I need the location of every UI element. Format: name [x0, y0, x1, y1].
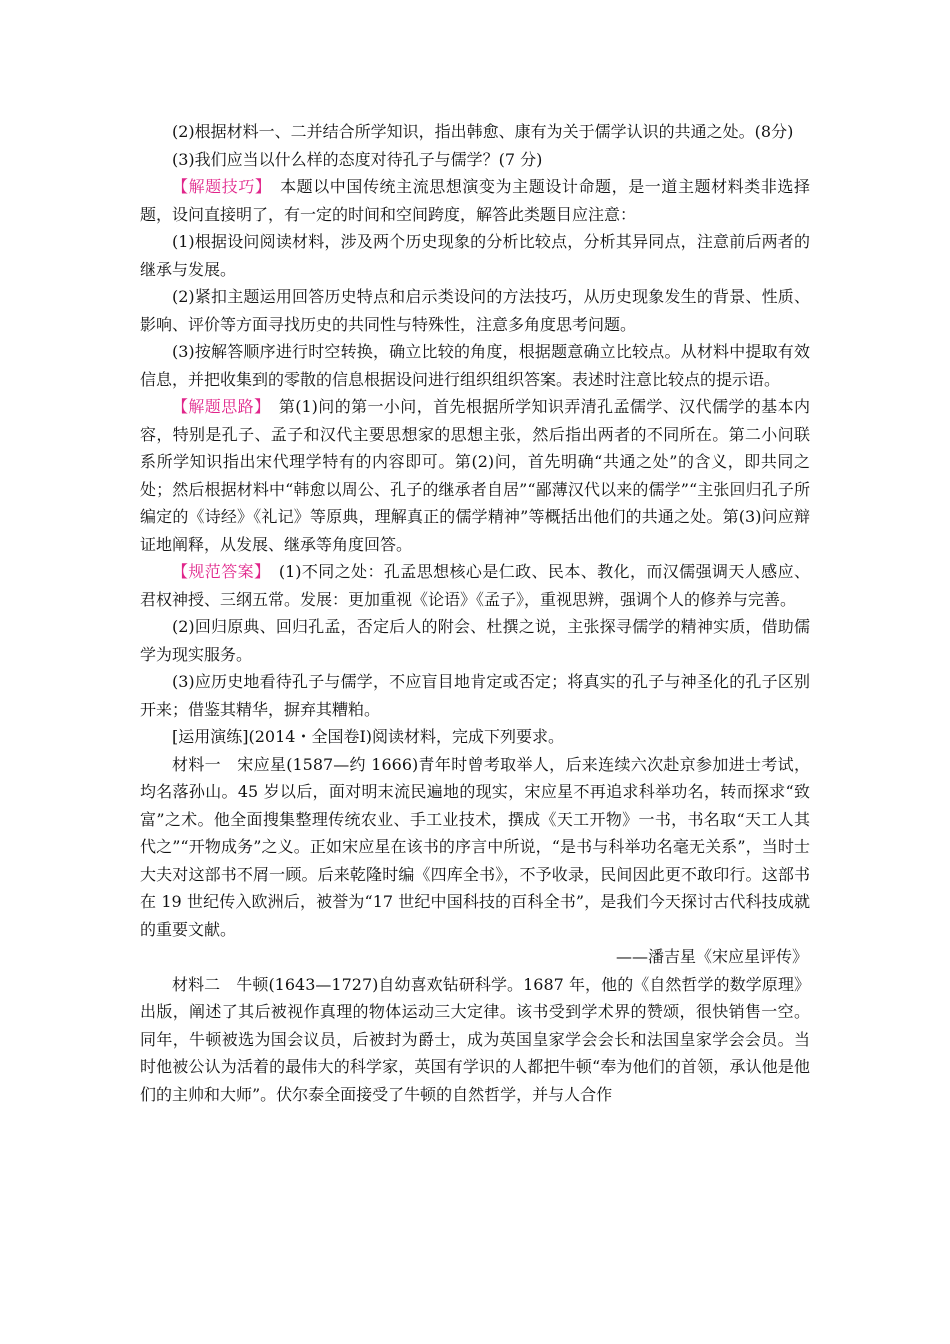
answer-item-2: (2)回归原典、回归孔孟，否定后人的附会、杜撰之说，主张探寻儒学的精神实质，借助儒学为现实服务。 [140, 617, 810, 664]
answer-tag: 【规范答案】 [172, 562, 263, 581]
approach-tag: 【解题思路】 [172, 397, 263, 416]
tips-item-3: (3)按解答顺序进行时空转换，确立比较的角度，根据题意确立比较点。从材料中提取有效信息，并把收集到的零散的信息根据设问进行组织组织答案。表述时注意比较点的提示语。 [140, 342, 810, 389]
question-3: (3)我们应当以什么样的态度对待孔子与儒学？(7 分) [172, 149, 543, 169]
answer-paragraph [140, 558, 810, 613]
tips-item-1: (1)根据设问阅读材料，涉及两个历史现象的分析比较点，分析其异同点，注意前后两者的继承与发展。 [140, 232, 810, 279]
answer-text: (1)不同之处：孔孟思想核心是仁政、民本、教化，而汉儒强调天人感应、君权神授、三纲五常。发展：更加重视《论语》《孟子》，重视思辨，强调个人的修养与完善。 [140, 562, 810, 609]
practice-heading: [运用演练](2014・全国卷Ⅰ)阅读材料，完成下列要求。 [172, 727, 565, 746]
tips-tag: 【解题技巧】 [172, 177, 264, 196]
tips-intro: 本题以中国传统主流思想演变为主题设计命题，是一道主题材料类非选择题，设问直接明了，有一定的时间和空间跨度，解答此类题目应注意： [140, 177, 810, 224]
question-2: (2)根据材料一、二并结合所学知识，指出韩愈、康有为关于儒学认识的共通之处。(8分) [172, 122, 794, 141]
approach-text: 第(1)问的第一小问，首先根据所学知识弄清孔孟儒学、汉代儒学的基本内容，特别是孔子、孟子和汉代主要思想家的思想主张，然后指出两者的不同所在。第二小问联系所学知识指出宋代理学特有的内容即可。第(2)问，首先明确“共通之处”的含义，即共同之处；然后根据材料中“韩愈以周公、孔子的继承者自居”“鄙薄汉代以来的儒学”“主张回归孔子所编定的《诗经》《礼记》等原典，理解真正的儒学精神”等概括出他们的共通之处。第(3)问应辩证地阐释，从发展、继承等角度回答。 [140, 397, 810, 554]
answer-item-3: (3)应历史地看待孔子与儒学，不应盲目地肯定或否定；将真实的孔子与神圣化的孔子区别开来；借鉴其精华，摒弃其糟粕。 [140, 672, 810, 719]
material-1-source: ——潘吉星《宋应星评传》 [615, 947, 808, 966]
tips-paragraph [140, 173, 810, 228]
material-2: 材料二 牛顿(1643—1727)自幼喜欢钻研科学。1687 年，他的《自然哲学的数学原理》出版，阐述了其后被视作真理的物体运动三大定律。该书受到学术界的赞颂，很快销售一空。同年，牛顿被选为国会议员，后被封为爵士，成为英国皇家学会会长和法国皇家学会会员。当时他被公认为活着的最伟大的科学家，英国有学识的人都把牛顿“奉为他们的首领，承认他是他们的主帅和大师”。伏尔泰全面接受了牛顿的自然哲学，并与人合作 [140, 974, 810, 1104]
material-1: 材料一 宋应星(1587—约 1666)青年时曾考取举人，后来连续六次赴京参加进士考试，均名落孙山。45 岁以后，面对明末流民遍地的现实，宋应星不再追求科举功名，转而探求“致富”之术。他全面搜集整理传统农业、手工业技术，撰成《天工开物》一书，书名取“天工人其代之”“开物成务”之义。正如宋应星在该书的序言中所说，“是书与科举功名毫无关系”，当时士大夫对这部书不屑一顾。后来乾隆时编《四库全书》，不予收录，民间因此更不敢印行。这部书在 19 世纪传入欧洲后，被誉为“17 世纪中国科技的百科全书”，是我们今天探讨古代科技成就的重要文献。 [140, 754, 810, 939]
document-body [140, 118, 810, 1108]
approach-paragraph [140, 393, 810, 558]
tips-item-2: (2)紧扣主题运用回答历史特点和启示类设问的方法技巧，从历史现象发生的背景、性质、影响、评价等方面寻找历史的共同性与特殊性，注意多角度思考问题。 [140, 287, 810, 334]
